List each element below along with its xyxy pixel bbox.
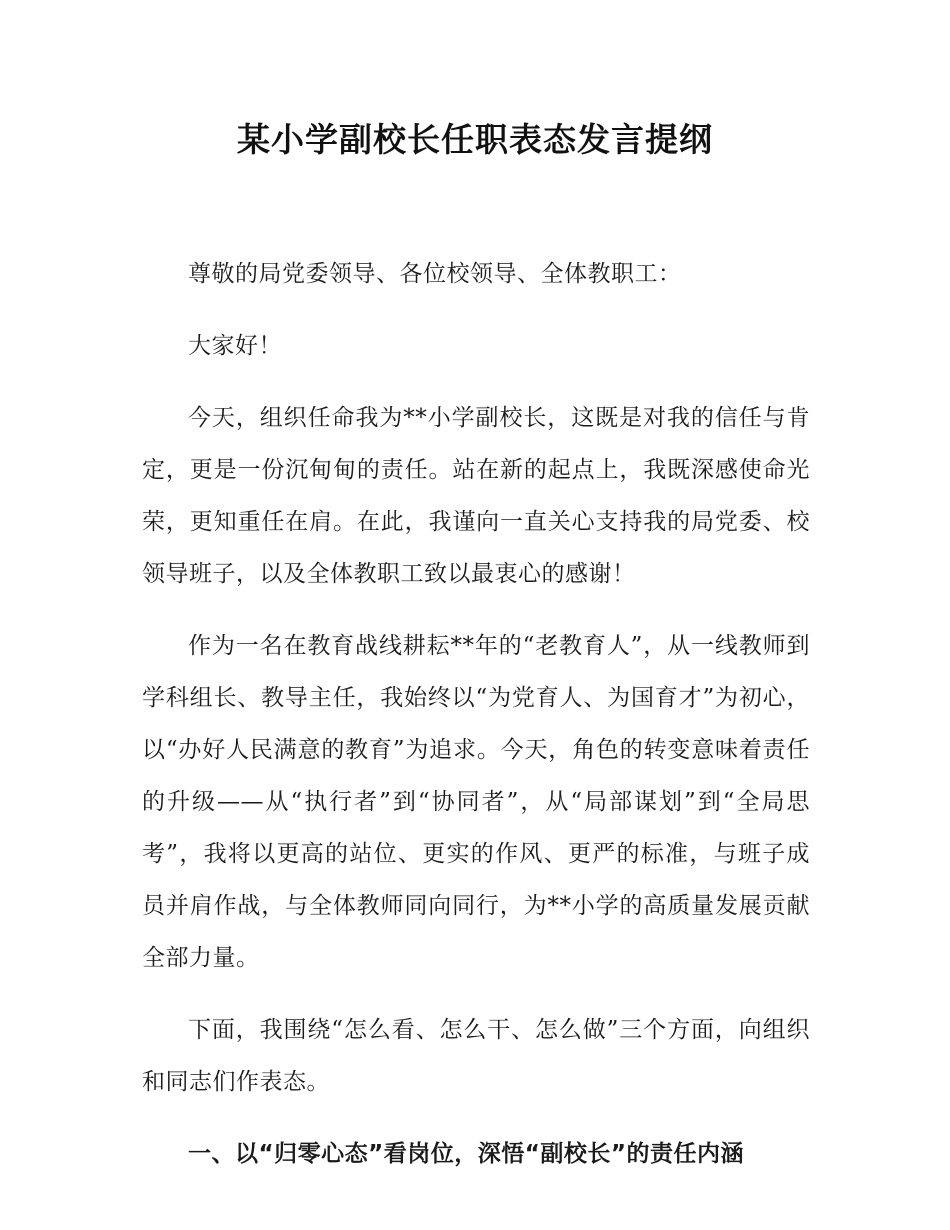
paragraph: 下面，我围绕“怎么看、怎么干、怎么做”三个方面，向组织和同志们作表态。 [142,1017,810,1095]
paragraph: 今天，组织任命我为**小学副校长，这既是对我的信任与肯定，更是一份沉甸甸的责任。站在新的起点上，我既深感使命光荣，更知重任在肩。在此，我谨向一直关心支持我的局党委、校领导班子，以及全体教职工致以最衷心的感谢！ [142,405,810,587]
paragraph: 作为一名在教育战线耕耘**年的“老教育人”，从一线教师到学科组长、教导主任，我始终以“为党育人、为国育才”为初心，以“办好人民满意的教育”为追求。今天，角色的转变意味着责任的升级——从“执行者”到“协同者”，从“局部谋划”到“全局思考”，我将以更高的站位、更实的作风、更严的标准，与班子成员并肩作战，与全体教师同向同行，为**小学的高质量发展贡献全部力量。 [142,633,810,971]
greeting: 大家好！ [188,333,282,359]
document-body [142,248,810,1180]
document-title: 某小学副校长任职表态发言提纲 [237,120,713,159]
salutation: 尊敬的局党委领导、各位校领导、全体教职工： [188,261,682,287]
section-heading: 一、以“归零心态”看岗位，深悟“副校长”的责任内涵 [188,1141,744,1167]
